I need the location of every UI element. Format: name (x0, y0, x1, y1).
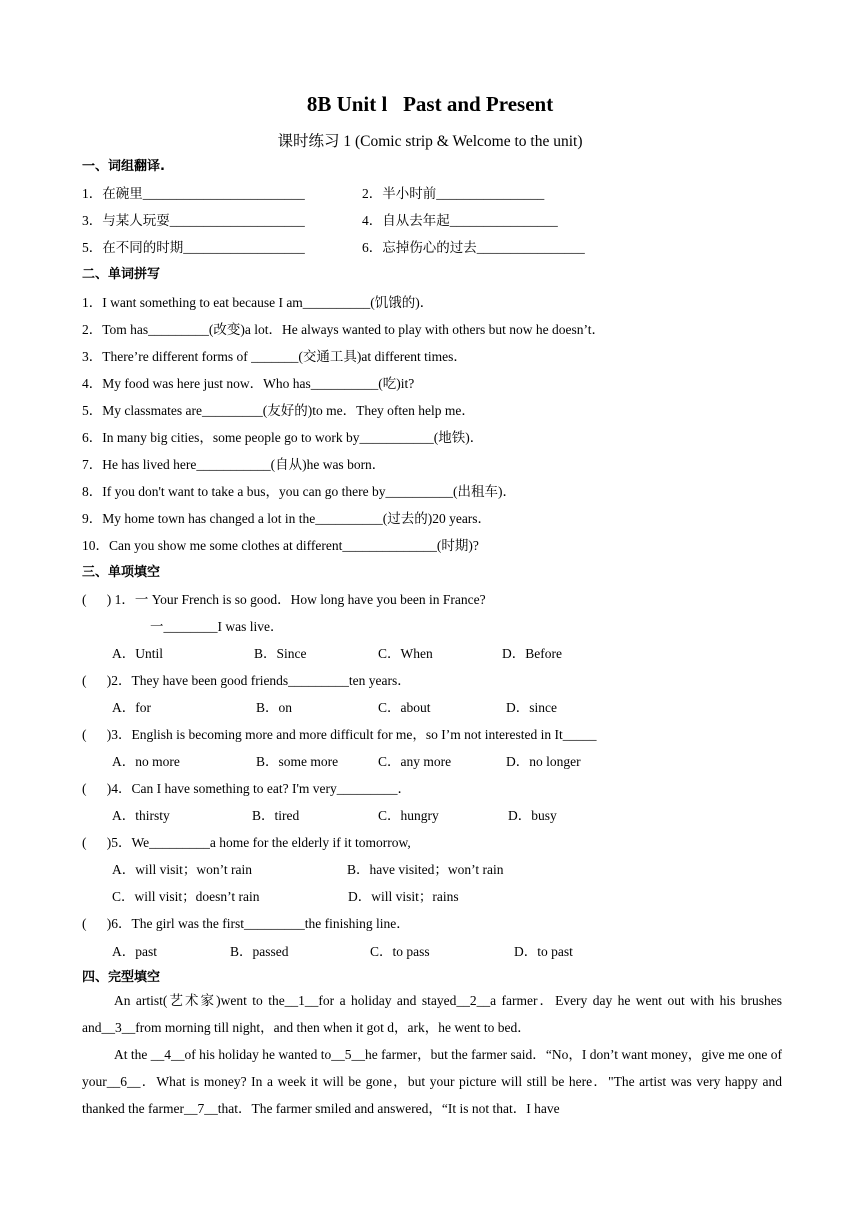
section-heading-2: 二、单词拼写 (82, 267, 161, 282)
question-stem: ( ) 1．一 Your French is so good．How long have you been in France? (82, 592, 486, 607)
spelling-item: 10．Can you show me some clothes at different______________(时期)? (82, 538, 479, 553)
option-a: A．thirsty (112, 808, 170, 823)
section-heading-3: 三、单项填空 (82, 565, 161, 580)
option-a: A．past (112, 944, 157, 959)
list-item (82, 209, 558, 229)
cloze-paragraph: An artist(艺术家)went to the__1__for a holiday and stayed__2__a farmer．Every day he went out with his brushes and__3__from morning till night，and then when it got d，ark，he went to bed． (82, 993, 782, 1035)
phrase-item: 1．在碗里________________________ (82, 186, 305, 201)
option-d: D．Before (502, 646, 562, 661)
question-stem: ( )6．The girl was the first_________the finishing line． (82, 916, 410, 931)
option-c: C．will visit；doesn’t rain (112, 889, 260, 904)
option-d: D．since (506, 700, 557, 715)
spelling-item: 6．In many big cities，some people go to work by___________(地铁)． (82, 430, 484, 445)
option-d: D．will visit；rains (348, 889, 459, 904)
spelling-item: 4．My food was here just now．Who has__________(吃)it? (82, 376, 415, 391)
option-d: D．busy (508, 808, 557, 823)
option-b: B．passed (230, 944, 289, 959)
option-a: A．will visit；won’t rain (112, 862, 252, 877)
question-stem: 一________I was live． (150, 619, 284, 634)
phrase-item: 3．与某人玩耍____________________ (82, 213, 305, 228)
option-b: B．some more (256, 754, 339, 769)
option-c: C．hungry (378, 808, 439, 823)
question-stem: ( )4．Can I have something to eat? I'm very_________． (82, 781, 411, 796)
phrase-item: 6．忘掉伤心的过去________________ (362, 240, 585, 255)
section-heading-4: 四、完型填空 (82, 970, 161, 985)
question-stem: ( )3．English is becoming more and more difficult for me，so I’m not interested in It_____ (82, 727, 597, 742)
list-item (82, 236, 585, 256)
cloze-passage (82, 987, 782, 1122)
list-item (82, 182, 545, 202)
spelling-item: 3．There’re different forms of _______(交通工具)at different times． (82, 349, 467, 364)
page-subtitle: 课时练习 1 (Comic strip & Welcome to the unit) (277, 133, 583, 150)
spelling-item: 5．My classmates are_________(友好的)to me．They often help me． (82, 403, 475, 418)
spelling-item: 8．If you don't want to take a bus，you can go there by__________(出租车)． (82, 484, 516, 499)
question-stem: ( )5．We_________a home for the elderly if it tomorrow, (82, 835, 411, 850)
option-c: C．to pass (370, 944, 430, 959)
option-b: B．have visited；won’t rain (347, 862, 504, 877)
option-a: A．for (112, 700, 151, 715)
cloze-paragraph: At the __4__of his holiday he wanted to__5__he farmer，but the farmer said．“No，I don’t want money，give me one of your__6__．What is money? In a week it will be gone，but your picture will still be here．"The artist was very happy and thanked the farmer__7__that．The farmer smiled and answered，“It is not that．I have (82, 1047, 782, 1116)
section-heading-1: 一、词组翻译. (82, 159, 165, 174)
option-d: D．to past (514, 944, 573, 959)
page-title: 8B Unit l Past and Present (306, 92, 554, 116)
question-stem: ( )2．They have been good friends_________ten years． (82, 673, 411, 688)
option-a: A．no more (112, 754, 180, 769)
option-c: C．about (378, 700, 431, 715)
phrase-item: 5．在不同的时期__________________ (82, 240, 305, 255)
option-b: B．tired (252, 808, 300, 823)
option-b: B．on (256, 700, 293, 715)
option-b: B．Since (254, 646, 307, 661)
spelling-item: 2．Tom has_________(改变)a lot．He always wanted to play with others but now he doesn’t． (82, 322, 605, 337)
spelling-item: 7．He has lived here___________(自从)he was born． (82, 457, 386, 472)
spelling-item: 1．I want something to eat because I am__________(饥饿的)． (82, 295, 434, 310)
option-c: C．When (378, 646, 433, 661)
spelling-item: 9．My home town has changed a lot in the__________(过去的)20 years． (82, 511, 492, 526)
option-d: D．no longer (506, 754, 581, 769)
option-c: C．any more (378, 754, 452, 769)
option-a: A．Until (112, 646, 164, 661)
phrase-item: 2．半小时前________________ (362, 186, 545, 201)
phrase-item: 4．自从去年起________________ (362, 213, 558, 228)
